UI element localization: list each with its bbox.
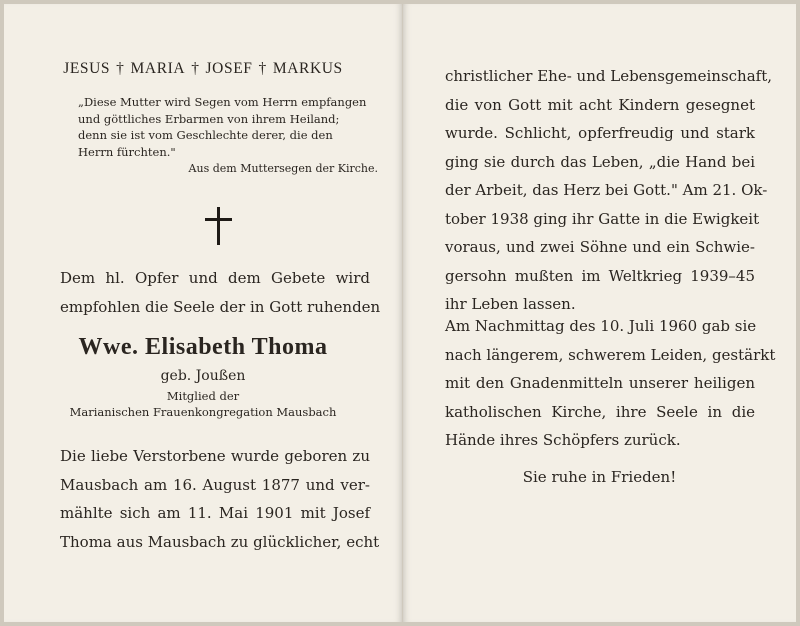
cross-icon <box>204 207 234 247</box>
quote-line: Herrn fürchten." <box>78 144 176 159</box>
text-line: nach längerem, schwerem Leiden, gestärkt <box>445 345 776 364</box>
header-name: MARKUS <box>272 60 343 77</box>
dedication-text <box>60 264 381 321</box>
membership-line: Marianischen Frauenkongregation Mausbach <box>69 405 337 419</box>
quote-line: und göttliches Erbarmen von ihrem Heiland; <box>78 111 340 126</box>
text-line: Die liebe Verstorbene wurde geboren zu <box>60 447 370 465</box>
biography-right-1 <box>445 62 773 319</box>
quote-source: Aus dem Muttersegen der Kirche. <box>188 162 378 175</box>
left-page <box>4 4 402 622</box>
header-name: JOSEF <box>205 60 253 77</box>
quote-line: denn sie ist vom Geschlechte derer, die den <box>78 128 333 142</box>
scripture-quote <box>78 94 378 178</box>
text-line: empfohlen die Seele der in Gott ruhenden <box>60 297 381 316</box>
text-line: ging sie durch das Leben, „die Hand bei <box>445 152 755 171</box>
text-line: christlicher Ehe- und Lebensgemeinschaft, <box>445 67 773 85</box>
text-line: katholischen Kirche, ihre Seele in die <box>445 402 755 421</box>
text-line: gersohn mußten im Weltkrieg 1939–45 <box>445 266 755 285</box>
text-line: wurde. Schlicht, opferfreudig und stark <box>445 124 755 142</box>
text-line: mit den Gnadenmitteln unserer heiligen <box>445 374 755 392</box>
membership-line: Mitglied der <box>166 389 240 403</box>
text-line: der Arbeit, das Herz bei Gott." Am 21. Ok- <box>445 181 768 199</box>
right-page <box>403 4 796 622</box>
text-line: ihr Leben lassen. <box>445 295 576 313</box>
text-line: tober 1938 ging ihr Gatte in die Ewigkeit <box>445 209 760 228</box>
header-name: JESUS <box>63 60 111 77</box>
maiden-name: geb. Joußen <box>160 368 246 384</box>
text-line: Thoma aus Mausbach zu glücklicher, echt <box>60 532 380 551</box>
biography-left <box>60 442 380 556</box>
text-line: mählte sich am 11. Mai 1901 mit Josef <box>60 504 370 522</box>
text-line: voraus, und zwei Söhne und ein Schwie- <box>445 238 755 256</box>
deceased-name: Wwe. Elisabeth Thoma <box>78 334 328 360</box>
header-name: MARIA <box>130 60 186 77</box>
biography-right-2 <box>445 312 776 455</box>
text-line: die von Gott mit acht Kindern gesegnet <box>445 95 755 114</box>
membership <box>4 388 402 420</box>
text-line: Mausbach am 16. August 1877 und ver- <box>60 475 370 494</box>
cross-separator: † <box>258 60 267 77</box>
text-line: Am Nachmittag des 10. Juli 1960 gab sie <box>445 317 757 335</box>
cross-separator: † <box>191 60 200 77</box>
text-line: Dem hl. Opfer und dem Gebete wird <box>60 269 370 287</box>
holy-names-header <box>4 60 402 78</box>
text-line: Hände ihres Schöpfers zurück. <box>445 431 681 449</box>
closing-text: Sie ruhe in Frieden! <box>522 468 677 486</box>
cross-separator: † <box>116 60 125 77</box>
quote-line: „Diese Mutter wird Segen vom Herrn empfangen <box>78 95 367 109</box>
